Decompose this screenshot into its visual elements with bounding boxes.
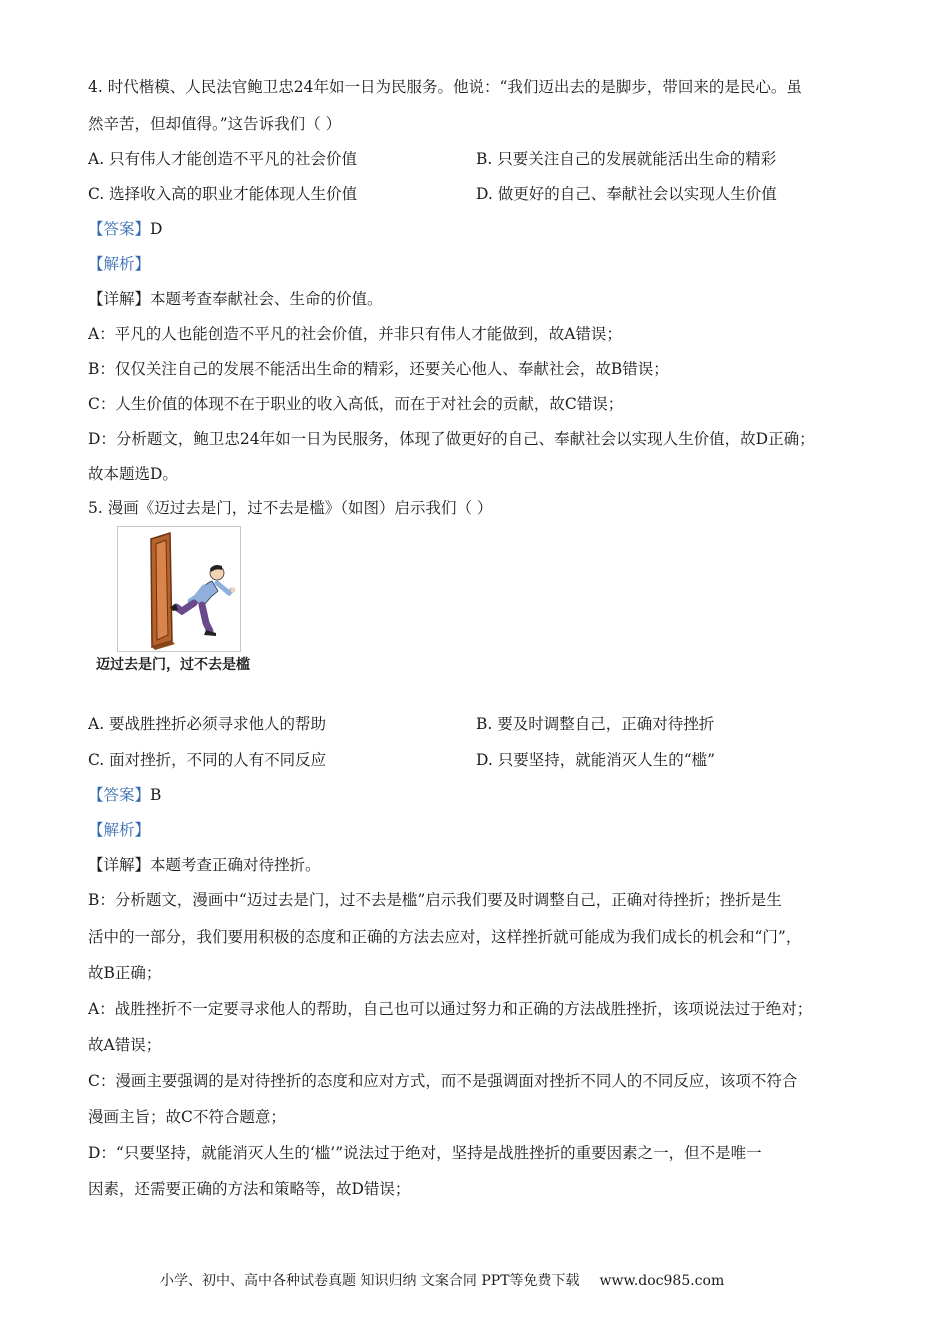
q5-option-c: C. 面对挫折，不同的人有不同反应	[88, 751, 327, 769]
footer-url[interactable]: www.doc985.com	[599, 1273, 725, 1289]
q5-explain-d-1: D：“只要坚持，就能消灭人生的‘槛’”说法过于绝对，坚持是战胜挫折的重要因素之一，但不是唯一	[88, 1144, 762, 1162]
q4-analysis-tag: 【解析】	[88, 255, 151, 273]
door-drawing	[151, 533, 175, 650]
q4-explain-d: D：分析题文，鲍卫忠24年如一日为民服务，体现了做更好的自己、奉献社会以实现人生价值，故D正确；	[88, 430, 815, 448]
q4-detail	[88, 288, 383, 310]
q4-stem-line-2: 然辛苦，但却值得。”这告诉我们（ ）	[88, 115, 342, 133]
footer-text: 小学、初中、高中各种试卷真题 知识归纳 文案合同 PPT等免费下载	[160, 1273, 580, 1289]
q5-explain-c-1: C：漫画主要强调的是对待挫折的态度和应对方式，而不是强调面对挫折不同人的不同反应，该项不符合	[88, 1072, 798, 1090]
comic-image	[117, 526, 241, 652]
q5-stem: 5. 漫画《迈过去是门，过不去是槛》（如图）启示我们（ ）	[88, 499, 493, 517]
q5-explain-a-2: 故A错误；	[88, 1036, 162, 1054]
q4-explain-b: B：仅仅关注自己的发展不能活出生命的精彩，还要关心他人、奉献社会，故B错误；	[88, 360, 669, 378]
q4-option-c: C. 选择收入高的职业才能体现人生价值	[88, 185, 358, 203]
q5-option-b: B. 要及时调整自己，正确对待挫折	[476, 715, 715, 733]
detail-tag: 【详解】	[88, 290, 151, 308]
q4-stem-line-1: 4. 时代楷模、人民法官鲍卫忠24年如一日为民服务。他说：“我们迈出去的是脚步，带回来的是民心。虽	[88, 78, 802, 96]
detail-text: 本题考查正确对待挫折。	[150, 856, 321, 874]
q4-conclusion: 故本题选D。	[88, 465, 178, 483]
detail-text: 本题考查奉献社会、生命的价值。	[150, 290, 383, 308]
q4-option-d: D. 做更好的自己、奉献社会以实现人生价值	[476, 185, 777, 203]
q4-answer	[88, 218, 162, 240]
q5-explain-c-2: 漫画主旨；故C不符合题意；	[88, 1108, 286, 1126]
comic-illustration	[118, 527, 240, 651]
page-footer	[160, 1270, 724, 1290]
q4-explain-c: C：人生价值的体现不在于职业的收入高低，而在于对社会的贡献，故C错误；	[88, 395, 624, 413]
detail-tag: 【详解】	[88, 856, 151, 874]
q4-explain-a: A：平凡的人也能创造不平凡的社会价值，并非只有伟人才能做到，故A错误；	[88, 325, 622, 343]
person-drawing	[170, 565, 236, 636]
q5-explain-a-1: A：战胜挫折不一定要寻求他人的帮助，自己也可以通过努力和正确的方法战胜挫折，该项说法过于绝对；	[88, 1000, 813, 1018]
q5-explain-b-1: B：分析题文，漫画中“迈过去是门，过不去是槛”启示我们要及时调整自己，正确对待挫折；挫折是生	[88, 891, 782, 909]
q5-option-a: A. 要战胜挫折必须寻求他人的帮助	[88, 715, 327, 733]
q4-option-b: B. 只要关注自己的发展就能活出生命的精彩	[476, 150, 777, 168]
answer-value: B	[150, 786, 162, 804]
answer-value: D	[150, 220, 163, 238]
q5-analysis-tag: 【解析】	[88, 821, 151, 839]
q4-option-a: A. 只有伟人才能创造不平凡的社会价值	[88, 150, 358, 168]
comic-caption: 迈过去是门，过不去是槛	[96, 657, 250, 673]
q5-detail	[88, 854, 321, 876]
q5-answer	[88, 784, 161, 806]
q5-option-d: D. 只要坚持，就能消灭人生的“槛”	[476, 751, 716, 769]
q5-explain-d-2: 因素，还需要正确的方法和策略等，故D错误；	[88, 1180, 411, 1198]
q5-explain-b-2: 活中的一部分，我们要用积极的态度和正确的方法去应对，这样挫折就可能成为我们成长的机会和“门”，	[88, 928, 802, 946]
answer-tag: 【答案】	[88, 220, 151, 238]
answer-tag: 【答案】	[88, 786, 151, 804]
q5-explain-b-3: 故B正确；	[88, 964, 162, 982]
